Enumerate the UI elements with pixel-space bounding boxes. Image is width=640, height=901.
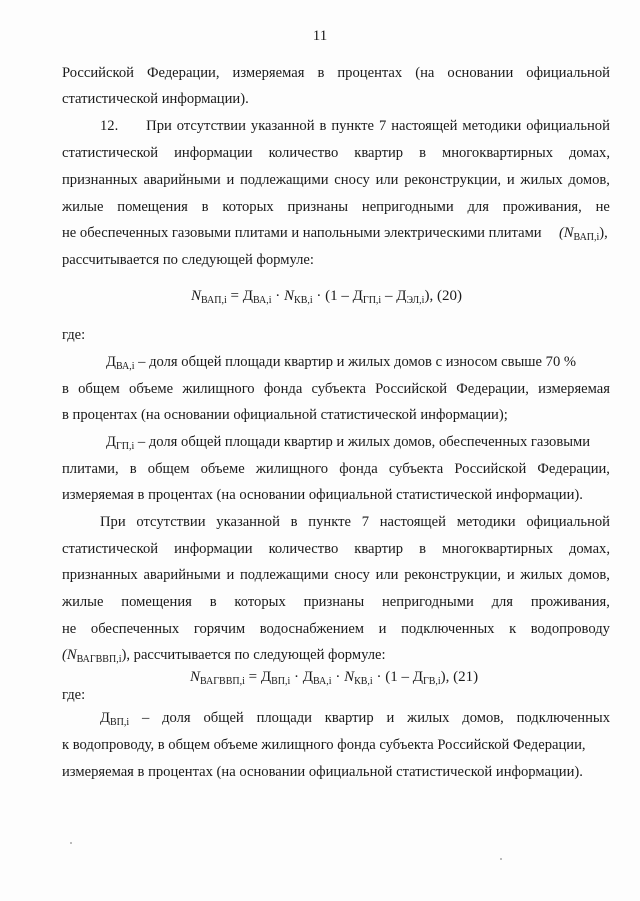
- formula-21: $N_{ВАГВВП,i} = Д_{ВП,i} \cdot Д_{ВА,i} \cdot N_{КВ,i} \cdot (1 - Д_{ГВ,i})$, (21): [190, 669, 479, 687]
- word: и: [506, 567, 515, 583]
- word: для: [491, 594, 513, 610]
- variable-symbol: (N: [558, 225, 574, 241]
- word: сносу: [334, 172, 370, 188]
- word: признаны: [303, 594, 365, 610]
- formula-operator: –: [381, 288, 397, 304]
- paragraph-line: статистической информации).: [62, 91, 249, 107]
- word: для: [467, 199, 489, 215]
- word: в: [419, 541, 426, 557]
- paragraph-line: [62, 593, 610, 611]
- paragraph-line: к водопроводу, в общем объеме жилищного фонда субъекта Российской Федерации,: [62, 737, 586, 753]
- word: реконструкции,: [404, 172, 502, 188]
- word: аварийными: [143, 172, 221, 188]
- word: многоквартирных: [441, 145, 553, 161]
- word: (на: [415, 65, 435, 81]
- word: отсутствии: [136, 514, 206, 530]
- word: площади: [256, 710, 312, 726]
- word: обеспеченных: [90, 621, 180, 637]
- word: помещения: [117, 199, 188, 215]
- word: официальной: [526, 65, 610, 81]
- formula-number: (20): [436, 288, 462, 304]
- word: к: [509, 621, 517, 637]
- word: общем: [147, 461, 190, 477]
- word: в: [209, 594, 217, 610]
- subscript: ВАГВВП,i: [76, 654, 122, 665]
- word: признанных: [62, 567, 138, 583]
- word: доля: [162, 710, 191, 726]
- subscript: ВАГВВП,i: [200, 676, 245, 687]
- word: Федерации,: [537, 461, 610, 477]
- word: в: [62, 381, 69, 397]
- word: проживания,: [502, 199, 582, 215]
- word: официальной: [526, 118, 610, 134]
- word: 7: [361, 514, 369, 530]
- word: которых: [222, 199, 274, 215]
- text-segment: не обеспеченных газовыми плитами и напольными электрическими плитами: [62, 225, 542, 241]
- paragraph-line: [62, 620, 610, 638]
- word: методики: [462, 118, 522, 134]
- word: информации: [174, 145, 253, 161]
- formula-operator: (1 –: [385, 669, 413, 685]
- word: или: [375, 567, 399, 583]
- word: пункте: [308, 514, 351, 530]
- word: Российской: [454, 461, 527, 477]
- word: домов,: [462, 710, 504, 726]
- word: и: [506, 172, 515, 188]
- paragraph-line: [62, 646, 386, 664]
- word: в: [419, 145, 426, 161]
- word: жилые: [62, 594, 104, 610]
- subscript: ГП,i: [362, 295, 382, 306]
- word: –: [141, 710, 150, 726]
- word: в: [319, 118, 327, 134]
- word: фонда: [339, 461, 378, 477]
- word: признанных: [62, 172, 138, 188]
- word: настоящей: [379, 514, 446, 530]
- paragraph-line: рассчитывается по следующей формуле:: [62, 252, 314, 268]
- paragraph-line: [100, 117, 610, 135]
- subscript: КВ,i: [354, 676, 373, 687]
- paragraph-line: где:: [62, 687, 86, 703]
- word: непригодными: [381, 594, 474, 610]
- definition-line: [100, 709, 610, 727]
- scan-speck: [500, 858, 502, 860]
- variable-symbol: Д: [302, 669, 314, 685]
- formula-number: (21): [453, 669, 479, 685]
- word: проживания,: [530, 594, 610, 610]
- paragraph-line: [62, 171, 610, 189]
- word: Российской: [375, 381, 448, 397]
- word: настоящей: [391, 118, 458, 134]
- subscript: ЭЛ,i: [406, 295, 425, 306]
- definition-line: [106, 353, 576, 371]
- scan-speck: [70, 842, 72, 844]
- word: в: [317, 65, 325, 81]
- word: объеме: [200, 461, 245, 477]
- formula-20: $N_{ВАП,i} = Д_{ВА,i} \cdot N_{КВ,i} \cdot (1 - Д_{ГП,i} - Д_{ЭЛ,i})$, (20): [191, 288, 462, 306]
- paragraph-line: [62, 198, 610, 216]
- formula-operator: ),: [424, 288, 434, 304]
- word: и: [226, 172, 235, 188]
- word: количество: [268, 145, 339, 161]
- word: домах,: [568, 145, 610, 161]
- definition-text: – доля общей площади квартир и жилых домов, обеспеченных газовыми: [134, 434, 591, 450]
- word: жилищного: [255, 461, 329, 477]
- formula-operator: (1 –: [325, 288, 353, 304]
- paragraph-line: [62, 144, 610, 162]
- word: пункте: [331, 118, 374, 134]
- word: квартир: [324, 710, 374, 726]
- definition-text: – доля общей площади квартир и жилых домов с износом свыше 70 %: [134, 354, 577, 370]
- word: квартир: [354, 541, 404, 557]
- paragraph-line: [62, 224, 610, 242]
- word: жилых: [520, 172, 563, 188]
- paragraph-line: [62, 64, 610, 82]
- word: объеме: [129, 381, 174, 397]
- variable-symbol: N: [191, 288, 202, 304]
- word: или: [375, 172, 399, 188]
- word: признаны: [287, 199, 349, 215]
- variable-symbol: Д: [352, 288, 363, 304]
- word: жилые: [62, 199, 104, 215]
- paragraph-line: в процентах (на основании официальной статистической информации);: [62, 407, 508, 423]
- subscript: ГВ,i: [422, 676, 441, 687]
- word: не: [62, 621, 77, 637]
- word: многоквартирных: [441, 541, 553, 557]
- word: квартир: [354, 145, 404, 161]
- word: статистической: [62, 541, 159, 557]
- subscript: ВАП,i: [573, 232, 600, 243]
- subscript: ВА,i: [252, 295, 272, 306]
- subscript: КВ,i: [294, 295, 313, 306]
- word: плитами,: [62, 461, 119, 477]
- word: подключенных: [401, 621, 495, 637]
- paragraph-line: [62, 540, 610, 558]
- word: и: [378, 621, 387, 637]
- word: которых: [234, 594, 286, 610]
- subscript: ВП,i: [271, 676, 291, 687]
- variable-symbol: (N: [62, 647, 77, 663]
- word: процентах: [337, 65, 403, 81]
- word: субъекта: [311, 381, 366, 397]
- word: отсутствии: [176, 118, 246, 134]
- word: информации: [174, 541, 253, 557]
- word: горячим: [193, 621, 246, 637]
- word: помещения: [121, 594, 192, 610]
- paragraph-line: [62, 566, 610, 584]
- variable-symbol: Д: [412, 669, 423, 685]
- variable-with-subscript: [100, 709, 129, 727]
- word: не: [595, 199, 610, 215]
- variable-symbol: Д: [396, 288, 407, 304]
- word: домов,: [568, 567, 610, 583]
- subscript: ВП,i: [109, 717, 130, 728]
- word: статистической: [62, 145, 159, 161]
- word: общем: [78, 381, 120, 397]
- subscript: ВАП,i: [201, 295, 227, 306]
- variable-symbol: N: [190, 669, 201, 685]
- word: в: [290, 514, 298, 530]
- word: общей: [203, 710, 244, 726]
- punctuation: ),: [599, 225, 608, 241]
- word: основании: [447, 65, 514, 81]
- word: жилых: [407, 710, 450, 726]
- variable-symbol: N: [284, 288, 295, 304]
- word: сносу: [334, 567, 370, 583]
- formula-operator: ),: [440, 669, 450, 685]
- word: водоснабжением: [259, 621, 365, 637]
- word: домах,: [568, 541, 610, 557]
- paragraph-number: 12.: [100, 118, 119, 134]
- word: официальной: [526, 514, 610, 530]
- word: подлежащими: [240, 567, 329, 583]
- word: методики: [456, 514, 516, 530]
- word: 7: [378, 118, 387, 134]
- word: указанной: [216, 514, 280, 530]
- text-segment: ), рассчитывается по следующей формуле:: [121, 647, 386, 663]
- paragraph-line: где:: [62, 327, 86, 343]
- word: подключенных: [516, 710, 610, 726]
- word: Федерации,: [456, 381, 529, 397]
- word: измеряемая: [538, 381, 610, 397]
- word: жилищного: [182, 381, 255, 397]
- paragraph-line: [100, 513, 610, 531]
- word: жилых: [520, 567, 563, 583]
- paragraph-line: измеряемая в процентах (на основании официальной статистической информации).: [62, 487, 583, 503]
- variable-symbol: Д: [100, 710, 110, 726]
- word: в: [201, 199, 209, 215]
- page-number: 11: [312, 28, 328, 44]
- word: измеряемая: [232, 65, 305, 81]
- paragraph-line: [62, 380, 610, 398]
- word: и: [226, 567, 235, 583]
- variable-symbol: Д: [106, 434, 116, 450]
- word: Федерации,: [146, 65, 220, 81]
- word: и: [386, 710, 395, 726]
- subscript: ВА,i: [115, 361, 135, 372]
- word: При: [146, 118, 172, 134]
- word: в: [129, 461, 137, 477]
- variable-symbol: Д: [106, 354, 116, 370]
- word: реконструкции,: [404, 567, 502, 583]
- variable-symbol: N: [344, 669, 355, 685]
- word: домов,: [568, 172, 610, 188]
- word: При: [100, 514, 126, 530]
- paragraph-line: измеряемая в процентах (на основании официальной статистической информации).: [62, 764, 583, 780]
- definition-line: [106, 433, 590, 451]
- variable-symbol: Д: [260, 669, 272, 685]
- word: фонда: [263, 381, 303, 397]
- word: подлежащими: [240, 172, 329, 188]
- subscript: ГП,i: [115, 441, 135, 452]
- paragraph-line: [62, 460, 610, 478]
- word: непригодными: [361, 199, 454, 215]
- word: количество: [268, 541, 339, 557]
- word: указанной: [250, 118, 315, 134]
- word: водопроводу: [530, 621, 610, 637]
- variable-symbol: Д: [242, 288, 253, 304]
- subscript: ВА,i: [313, 676, 332, 687]
- word: Российской: [62, 65, 134, 81]
- word: субъекта: [388, 461, 444, 477]
- word: аварийными: [143, 567, 221, 583]
